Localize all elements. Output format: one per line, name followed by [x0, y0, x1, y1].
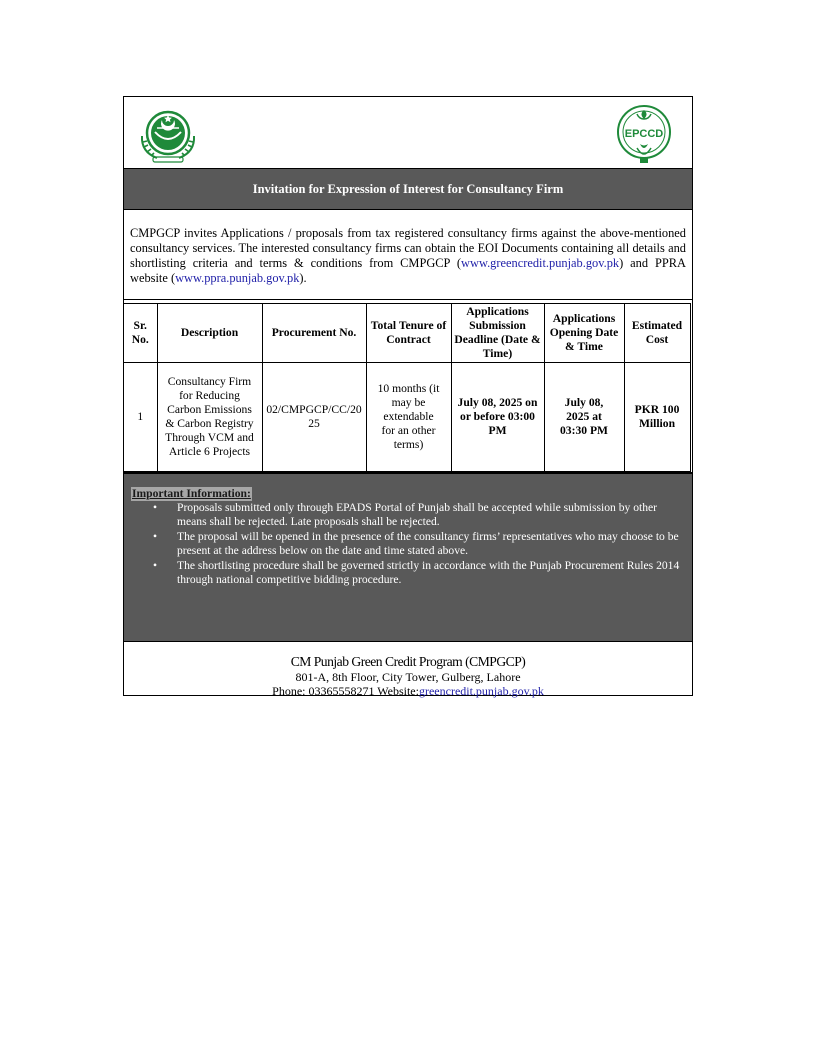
header-description: Description — [157, 304, 262, 363]
organization-name: CM Punjab Green Credit Program (CMPGCP) — [290, 654, 526, 669]
cell-description: Consultancy Firm for Reducing Carbon Emissions & Carbon Registry Through VCM and Article 6 Projects — [157, 363, 262, 472]
important-information-section — [124, 472, 692, 642]
list-item-text: The shortlisting procedure shall be governed strictly in accordance with the Punjab Procurement Rules 2014 through national competitive bidding procedure. — [177, 558, 680, 587]
header-procurement-no: Procurement No. — [262, 304, 366, 363]
cell-cost: PKR 100 Million — [624, 363, 690, 472]
greencredit-link[interactable]: www.greencredit.punjab.gov.pk — [461, 256, 620, 270]
intro-text-middle: ) and PPRA website ( — [130, 256, 686, 285]
epccd-emblem-icon — [613, 104, 677, 166]
website-link[interactable]: greencredit.punjab.gov.pk — [418, 684, 544, 698]
cell-opening: July 08, 2025 at 03:30 PM — [544, 363, 624, 472]
punjab-government-emblem-icon — [135, 106, 201, 164]
list-item — [153, 558, 686, 588]
epccd-emblem — [613, 104, 677, 166]
cell-sr-no: 1 — [124, 363, 157, 472]
procurement-table — [124, 303, 691, 472]
header-cost: Estimated Cost — [624, 304, 690, 363]
logo-row — [124, 97, 692, 169]
important-information-list — [131, 501, 686, 587]
header-deadline: Applications Submission Deadline (Date & Time) — [451, 304, 544, 363]
list-item-text: The proposal will be opened in the presence of the consultancy firms’ representatives who may choose to be present at the address below on the date and time stated above. — [177, 529, 679, 558]
cell-deadline: July 08, 2025 on or before 03:00 PM — [451, 363, 544, 472]
table-header-row — [124, 304, 690, 363]
list-item-text: Proposals submitted only through EPADS Portal of Punjab shall be accepted while submission by other means shall be rejected. Late proposals shall be rejected. — [177, 501, 658, 529]
important-information-heading: Important Information: — [132, 487, 251, 500]
ppra-link[interactable]: www.ppra.punjab.gov.pk — [175, 271, 300, 285]
epccd-emblem-text: EPCCD — [624, 128, 664, 140]
eoi-notice — [123, 96, 693, 696]
list-item — [153, 529, 686, 559]
header-opening: Applications Opening Date & Time — [544, 304, 624, 363]
cell-tenure: 10 months (it may be extendable for an other terms) — [366, 363, 451, 472]
header-sr-no: Sr. No. — [124, 304, 157, 363]
bullet-icon: • — [153, 529, 158, 543]
notice-title: Invitation for Expression of Interest for Consultancy Firm — [124, 169, 692, 210]
cell-procurement-no: 02/CMPGCP/CC/2025 — [262, 363, 366, 472]
contact-line — [124, 684, 692, 698]
bullet-icon: • — [153, 558, 158, 572]
intro-text-after: ). — [299, 271, 307, 285]
list-item — [153, 501, 686, 530]
contact-footer — [124, 642, 692, 698]
header-tenure: Total Tenure of Contract — [366, 304, 451, 363]
phone-label: Phone: 03365558271 Website: — [272, 684, 419, 698]
intro-text-before: CMPGCP invites Applications / proposals from tax registered consultancy firms against the above-mentioned consultancy services. The interested consultancy firms can obtain the EOI Documents containing all details and shortlisting criteria and terms & conditions from CMPGCP ( — [130, 226, 686, 270]
organization-address: 801-A, 8th Floor, City Tower, Gulberg, Lahore — [295, 670, 521, 684]
intro-paragraph — [124, 210, 692, 300]
table-row — [124, 363, 690, 472]
bullet-icon: • — [153, 501, 158, 514]
